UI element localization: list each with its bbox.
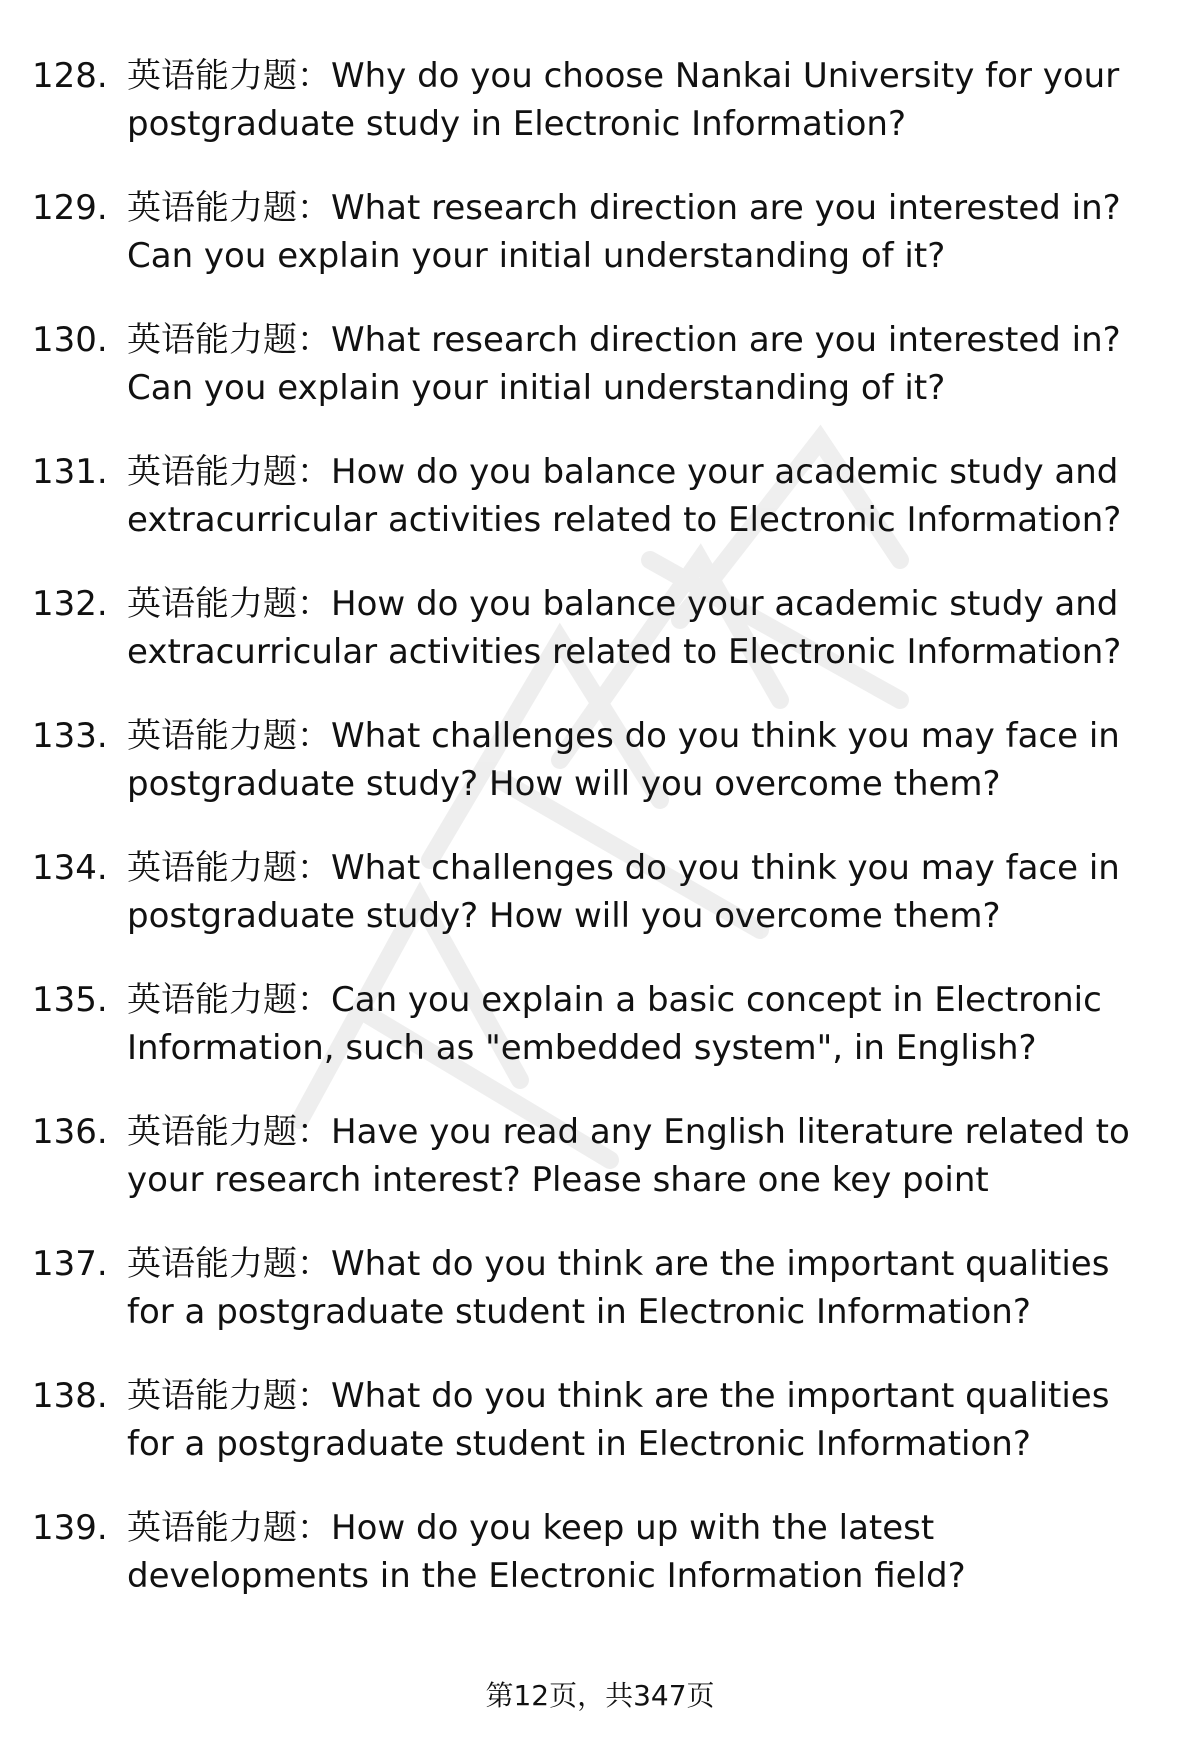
- question-item: [0, 844, 1200, 976]
- question-text: [127, 1372, 1167, 1468]
- question-item: [0, 184, 1200, 316]
- question-text-line: 英语能力题：How do you keep up with the latest: [127, 1508, 935, 1548]
- question-text-line: postgraduate study in Electronic Information?: [127, 104, 907, 144]
- question-text-line: Information, such as "embedded system", in English?: [127, 1028, 1037, 1068]
- question-text: [127, 844, 1167, 940]
- question-text: [127, 184, 1167, 280]
- question-text-line: 英语能力题：What research direction are you interested in?: [127, 320, 1121, 360]
- question-text-line: your research interest? Please share one key point: [127, 1160, 989, 1200]
- question-text-line: 英语能力题：What do you think are the important qualities: [127, 1376, 1110, 1416]
- question-item: [0, 1108, 1200, 1240]
- question-item: [0, 1240, 1200, 1372]
- question-text: [127, 976, 1167, 1072]
- question-list: [0, 52, 1200, 1636]
- question-text-line: postgraduate study? How will you overcome them?: [127, 764, 1001, 804]
- question-number: 130.: [32, 320, 108, 360]
- question-text-line: 英语能力题：What challenges do you think you may face in: [127, 716, 1120, 756]
- question-text: [127, 1240, 1167, 1336]
- question-text-line: extracurricular activities related to Electronic Information?: [127, 500, 1122, 540]
- question-text-line: 英语能力题：What research direction are you interested in?: [127, 188, 1121, 228]
- question-text-line: 英语能力题：What challenges do you think you may face in: [127, 848, 1120, 888]
- question-number: 137.: [32, 1244, 108, 1284]
- question-text: [127, 316, 1167, 412]
- question-text-line: 英语能力题：Why do you choose Nankai University for your: [127, 56, 1120, 96]
- question-number: 139.: [32, 1508, 108, 1548]
- question-text-line: postgraduate study? How will you overcome them?: [127, 896, 1001, 936]
- question-item: [0, 976, 1200, 1108]
- question-text: [127, 580, 1167, 676]
- question-text-line: extracurricular activities related to Electronic Information?: [127, 632, 1122, 672]
- question-text-line: for a postgraduate student in Electronic Information?: [127, 1292, 1031, 1332]
- question-item: [0, 712, 1200, 844]
- question-number: 129.: [32, 188, 108, 228]
- question-item: [0, 580, 1200, 712]
- question-number: 128.: [32, 56, 108, 96]
- question-text-line: for a postgraduate student in Electronic Information?: [127, 1424, 1031, 1464]
- question-item: [0, 52, 1200, 184]
- question-text-line: 英语能力题：What do you think are the important qualities: [127, 1244, 1110, 1284]
- question-text-line: 英语能力题：Have you read any English literature related to: [127, 1112, 1130, 1152]
- question-number: 131.: [32, 452, 108, 492]
- question-number: 138.: [32, 1376, 108, 1416]
- question-text-line: Can you explain your initial understanding of it?: [127, 236, 946, 276]
- question-text: [127, 448, 1167, 544]
- question-text: [127, 1504, 1167, 1600]
- question-text-line: Can you explain your initial understanding of it?: [127, 368, 946, 408]
- question-item: [0, 1504, 1200, 1636]
- question-number: 133.: [32, 716, 108, 756]
- question-text-line: 英语能力题：Can you explain a basic concept in Electronic: [127, 980, 1102, 1020]
- question-item: [0, 1372, 1200, 1504]
- question-number: 132.: [32, 584, 108, 624]
- question-item: [0, 316, 1200, 448]
- question-number: 136.: [32, 1112, 108, 1152]
- question-number: 135.: [32, 980, 108, 1020]
- question-text-line: developments in the Electronic Information field?: [127, 1556, 966, 1596]
- question-number: 134.: [32, 848, 108, 888]
- question-item: [0, 448, 1200, 580]
- question-text: [127, 52, 1167, 148]
- question-text: [127, 1108, 1167, 1204]
- question-text: [127, 712, 1167, 808]
- page-number-footer: 第12页，共347页: [485, 1679, 715, 1712]
- question-text-line: 英语能力题：How do you balance your academic study and: [127, 584, 1119, 624]
- question-text-line: 英语能力题：How do you balance your academic study and: [127, 452, 1119, 492]
